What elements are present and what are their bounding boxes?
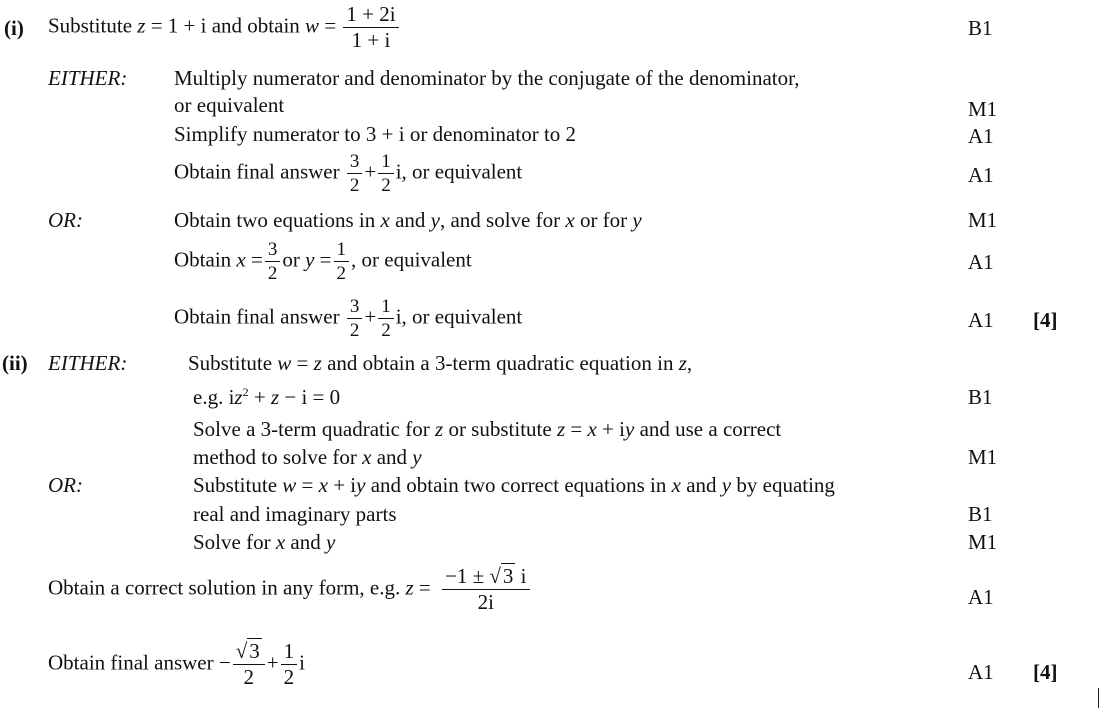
var-z: z	[234, 385, 243, 409]
mark-a1: A1	[968, 250, 994, 274]
text: or substitute	[443, 417, 557, 441]
sqrt: √3	[235, 639, 260, 663]
text: and	[680, 473, 722, 497]
numerator: 1 + 2i	[343, 4, 398, 28]
total-marks: [4]	[1033, 308, 1058, 332]
var-x: x	[380, 208, 390, 232]
part-ii-label: (ii)	[2, 351, 28, 375]
mark-a1: A1	[968, 124, 994, 148]
denominator: 2	[336, 263, 346, 284]
either-line2: or equivalent	[174, 93, 285, 117]
text: +	[364, 304, 377, 329]
mark-m1: M1	[968, 445, 998, 469]
var-y: y	[430, 208, 440, 232]
ii-either-line1	[188, 351, 692, 375]
numerator: 3	[265, 240, 281, 262]
text: i	[299, 650, 305, 675]
or-label: OR:	[48, 208, 83, 232]
total-marks: [4]	[1033, 660, 1058, 684]
fraction	[347, 297, 363, 340]
mark-a1: A1	[968, 585, 994, 609]
text: Obtain final answer	[174, 159, 340, 184]
text: Obtain	[174, 247, 237, 272]
var-y: y	[305, 247, 315, 272]
text: and use a correct	[634, 417, 782, 441]
text: method to solve for	[193, 445, 363, 469]
var-y: y	[356, 473, 366, 497]
text: by equating	[731, 473, 835, 497]
either-line4	[174, 152, 522, 195]
ii-solution	[48, 566, 532, 613]
text: Substitute	[193, 473, 283, 497]
numerator: 1	[334, 240, 350, 262]
or-label: OR:	[48, 473, 83, 497]
var-x: x	[587, 417, 597, 441]
denominator: 2i	[477, 590, 494, 614]
text: and obtain two correct equations in	[365, 473, 672, 497]
fraction	[233, 641, 265, 688]
text: i, or equivalent	[395, 159, 523, 184]
denominator: 2	[267, 263, 278, 284]
or-line1	[174, 208, 642, 232]
mark-m1: M1	[968, 208, 998, 232]
var-x: x	[236, 247, 246, 272]
exponent: 2	[242, 385, 249, 399]
mark-b1: B1	[968, 502, 993, 526]
fraction-solution	[442, 566, 530, 613]
text: =	[314, 247, 332, 272]
ii-either-line4	[193, 445, 422, 469]
text: = 1 + i and obtain	[145, 13, 306, 38]
denominator: 2	[349, 175, 360, 196]
var-x: x	[565, 208, 575, 232]
var-x: x	[275, 530, 286, 554]
text: and obtain a 3-term quadratic equation in	[321, 351, 679, 375]
fraction	[265, 240, 281, 283]
text: i, or equivalent	[395, 304, 523, 329]
text: Substitute	[188, 351, 278, 375]
text: Solve for	[193, 530, 276, 554]
text: +	[266, 650, 279, 675]
mark-m1: M1	[968, 530, 998, 554]
text: or	[282, 247, 306, 272]
numerator: 1	[281, 641, 298, 665]
text: Obtain a correct solution in any form, e.g.	[48, 575, 406, 600]
text: or for	[574, 208, 633, 232]
fraction	[378, 152, 394, 195]
text-cursor	[1098, 688, 1099, 708]
text: =	[296, 473, 319, 497]
either-line3: Simplify numerator to 3 + i or denominator to 2	[174, 122, 577, 146]
text: =	[413, 575, 431, 600]
text: Substitute	[48, 13, 138, 38]
or-line2	[174, 240, 472, 283]
radicand: 3	[502, 564, 514, 588]
fraction	[347, 152, 363, 195]
mark-b1: B1	[968, 16, 993, 40]
var-z: z	[435, 417, 444, 441]
text: and	[285, 530, 326, 554]
text: Obtain final answer	[174, 304, 340, 329]
var-y: y	[721, 473, 732, 497]
text: =	[319, 13, 337, 38]
text: e.g. i	[193, 385, 235, 409]
text: i	[515, 564, 527, 588]
ii-or-line2: real and imaginary parts	[193, 502, 397, 526]
ii-either-line3	[193, 417, 781, 441]
denominator: 2	[381, 175, 391, 196]
var-x: x	[671, 473, 681, 497]
ii-or-line3	[193, 530, 335, 554]
text: Obtain two equations in	[174, 208, 381, 232]
text: =	[565, 417, 588, 441]
var-y: y	[624, 417, 635, 441]
text: , and solve for	[439, 208, 566, 232]
sqrt: √3	[489, 564, 514, 588]
part-i-intro	[48, 4, 401, 51]
text: + i	[327, 473, 357, 497]
mark-m1: M1	[968, 97, 998, 121]
denominator: 2	[283, 665, 295, 689]
numerator	[442, 566, 530, 590]
fraction	[334, 240, 350, 283]
var-w: w	[282, 473, 297, 497]
text: ,	[686, 351, 693, 375]
text: +	[248, 385, 271, 409]
text: and	[389, 208, 431, 232]
text: =	[291, 351, 314, 375]
denominator: 1 + i	[351, 28, 391, 52]
ii-or-line1	[193, 473, 835, 497]
var-y: y	[632, 208, 642, 232]
ii-either-line2	[193, 385, 340, 409]
var-z: z	[313, 351, 322, 375]
either-label: EITHER:	[48, 351, 128, 375]
var-z: z	[556, 417, 566, 441]
var-w: w	[305, 13, 320, 38]
mark-a1: A1	[968, 163, 994, 187]
var-z: z	[405, 575, 414, 600]
fraction-w	[343, 4, 398, 51]
var-y: y	[412, 445, 422, 469]
mark-a1: A1	[968, 308, 994, 332]
radicand: 3	[249, 639, 260, 663]
text: , or equivalent	[351, 247, 472, 272]
numerator: 3	[347, 297, 363, 319]
mark-a1: A1	[968, 660, 994, 684]
part-i-label: (i)	[4, 16, 24, 40]
var-z: z	[270, 385, 280, 409]
denominator: 2	[243, 665, 254, 689]
var-w: w	[277, 351, 292, 375]
mark-b1: B1	[968, 385, 993, 409]
var-z: z	[137, 13, 146, 38]
fraction	[281, 641, 298, 688]
text: Obtain final answer −	[48, 650, 231, 675]
numerator: 3	[347, 152, 363, 174]
denominator: 2	[381, 320, 391, 341]
text: =	[245, 247, 263, 272]
ii-final	[48, 641, 305, 688]
either-line1: Multiply numerator and denominator by the conjugate of the denominator,	[174, 66, 800, 90]
text: + i	[596, 417, 625, 441]
text: −1 ±	[445, 564, 490, 588]
text: +	[364, 159, 377, 184]
fraction	[378, 297, 394, 340]
var-x: x	[318, 473, 328, 497]
text: Solve a 3-term quadratic for	[193, 417, 435, 441]
var-y: y	[325, 530, 336, 554]
text: − i = 0	[279, 385, 341, 409]
text: and	[371, 445, 413, 469]
denominator: 2	[349, 320, 360, 341]
numerator: 1	[378, 152, 394, 174]
or-line3	[174, 297, 522, 340]
numerator	[233, 641, 265, 665]
numerator: 1	[378, 297, 394, 319]
var-z: z	[678, 351, 687, 375]
either-label: EITHER:	[48, 66, 128, 90]
var-x: x	[362, 445, 372, 469]
